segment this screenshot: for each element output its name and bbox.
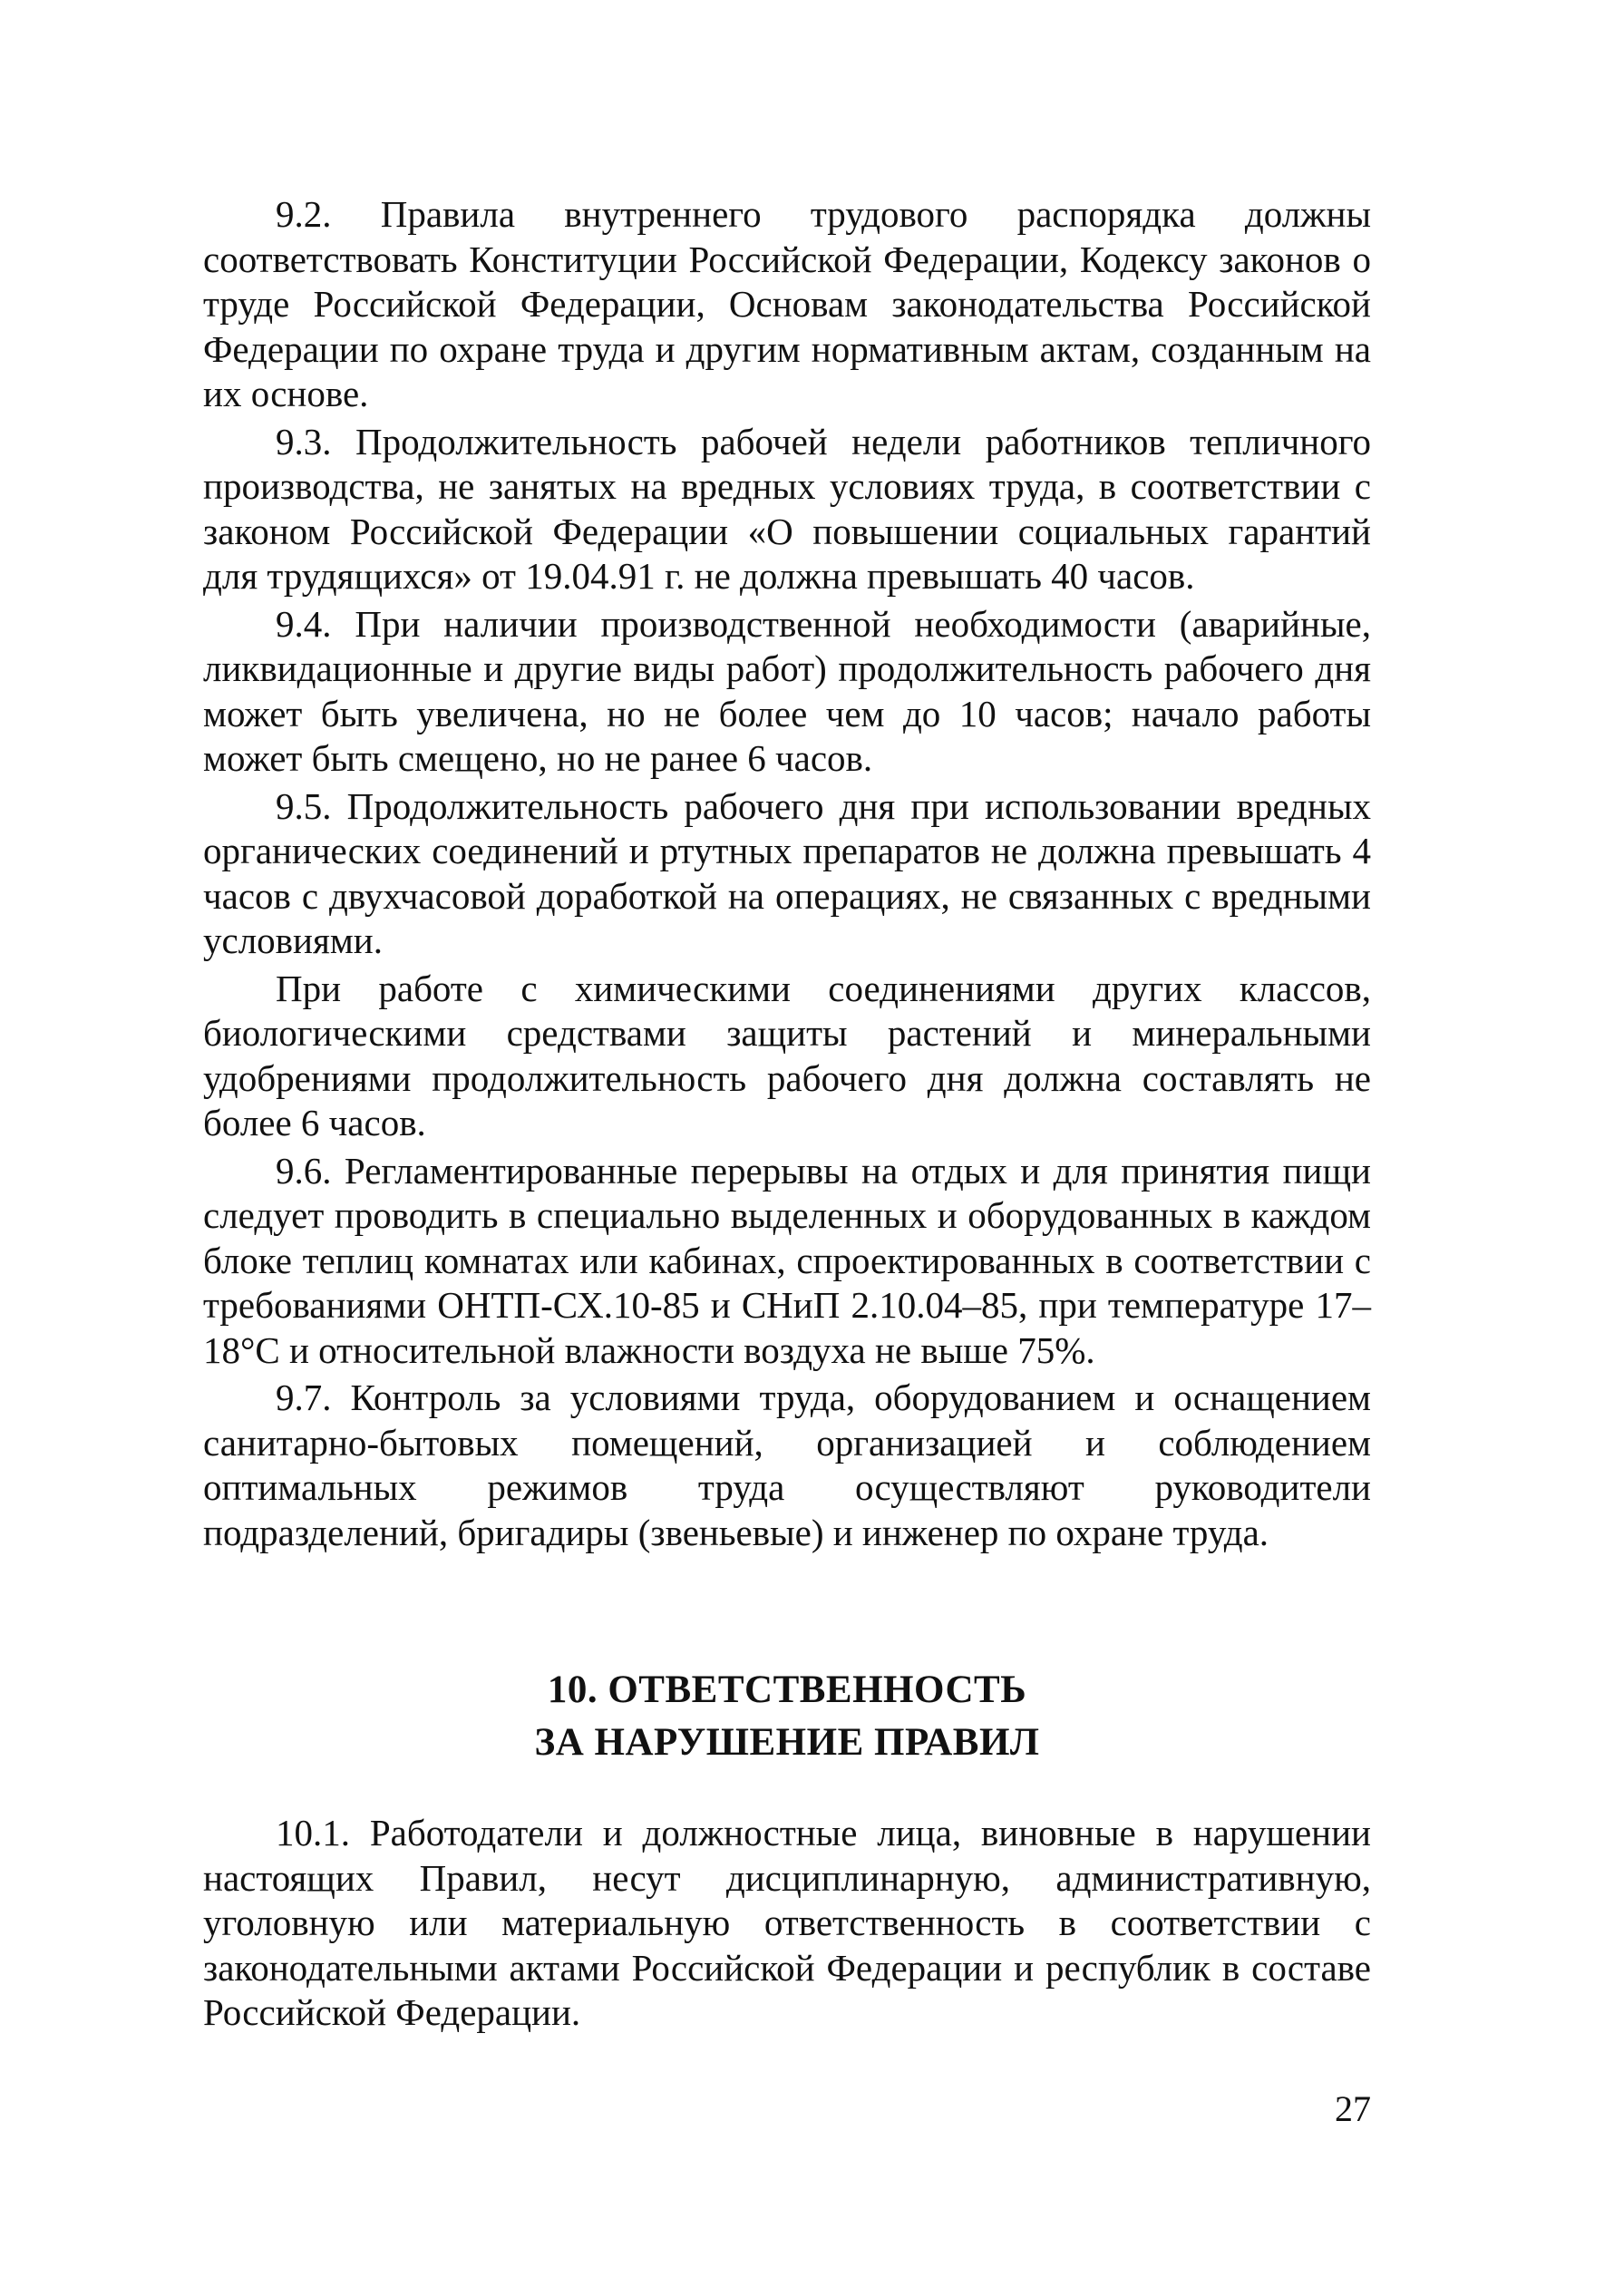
paragraph-10-1: 10.1. Работодатели и должностные лица, виновные в нарушении настоящих Правил, несут дисциплинарную, административную, уголовную или материальную ответственность в соответствии с законодательными актами Российской Федерации и республик в составе Российской Федерации. [203, 1812, 1371, 2033]
section-heading [203, 1664, 1371, 1769]
paragraph-9-5-continued: При работе с химическими соединениями других классов, биологическими средствами защиты растений и минеральными удобрениями продолжительность рабочего дня должна составлять не более 6 часов. [203, 967, 1371, 1143]
section-heading-line-2: ЗА НАРУШЕНИЕ ПРАВИЛ [534, 1721, 1040, 1764]
paragraph-9-3: 9.3. Продолжительность рабочей недели работников тепличного производства, не занятых на вредных условиях труда, в соответствии с законом Российской Федерации «О повышении социальных гарантий для трудящихся» от 19.04.91 г. не должна превышать 40 часов. [203, 420, 1371, 597]
section-heading-line-1: 10. ОТВЕТСТВЕННОСТЬ [547, 1668, 1027, 1711]
paragraph-9-2: 9.2. Правила внутреннего трудового распорядка должны соответствовать Конституции Российской Федерации, Кодексу законов о труде Российской Федерации, Основам законодательства Российской Федерации по охране труда и другим нормативным актам, созданным на их основе. [203, 193, 1371, 414]
page-content [203, 192, 1371, 2038]
page-number: 27 [1335, 2088, 1371, 2129]
paragraph-9-6: 9.6. Регламентированные перерывы на отдых и для принятия пищи следует проводить в специально выделенных и оборудованных в каждом блоке теплиц комнатах или кабинах, спроектированных в соответствии с требованиями ОНТП-СХ.10-85 и СНиП 2.10.04–85, при температуре 17–18°С и относительной влажности воздуха не выше 75%. [203, 1149, 1371, 1371]
paragraph-9-4: 9.4. При наличии производственной необходимости (аварийные, ликвидационные и другие виды работ) продолжительность рабочего дня может быть увеличена, но не более чем до 10 часов; начало работы может быть смещено, но не ранее 6 часов. [203, 602, 1371, 779]
paragraph-9-5: 9.5. Продолжительность рабочего дня при использовании вредных органических соединений и ртутных препаратов не должна превышать 4 часов с двухчасовой доработкой на операциях, не связанных с вредными условиями. [203, 784, 1371, 961]
paragraph-9-7: 9.7. Контроль за условиями труда, оборудованием и оснащением санитарно-бытовых помещений, организацией и соблюдением оптимальных режимов труда осуществляют руководители подразделений, бригадиры (звеньевые) и инженер по охране труда. [203, 1377, 1371, 1553]
